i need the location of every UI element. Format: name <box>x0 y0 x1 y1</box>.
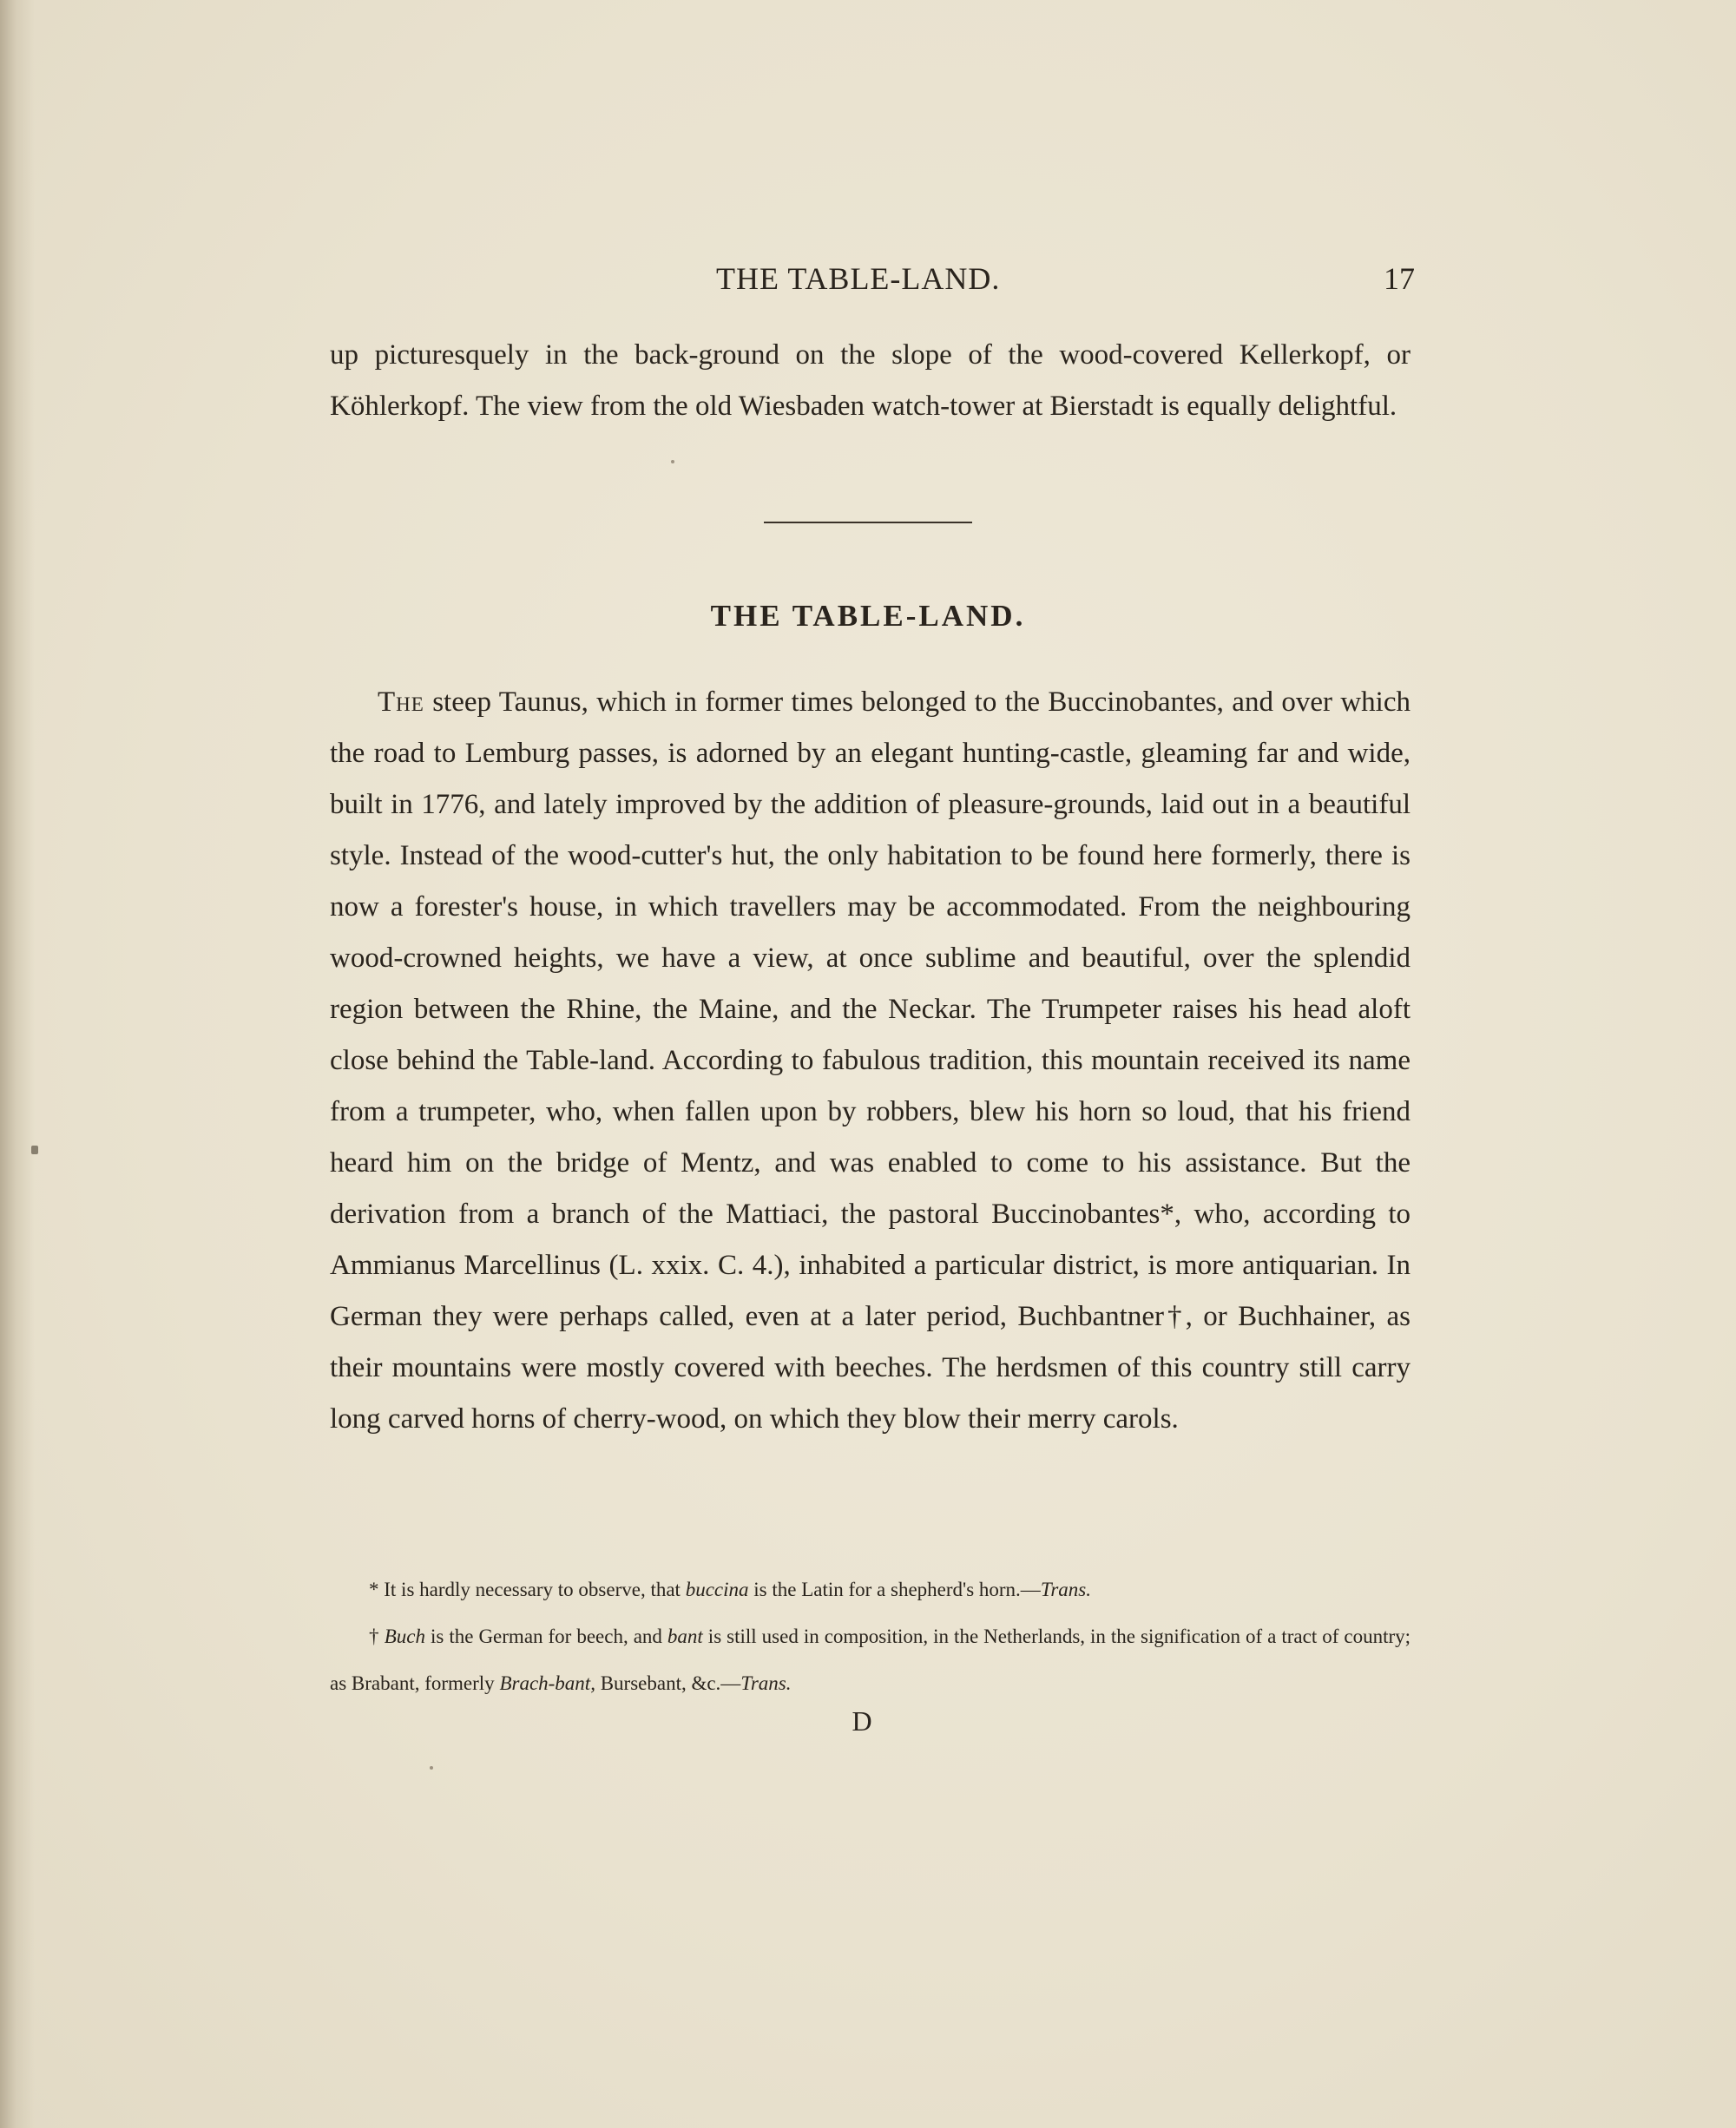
paper-speck <box>430 1766 433 1770</box>
footnote-2-italic-b: bant <box>667 1626 703 1647</box>
footnote-2-italic-d: Trans. <box>740 1672 792 1694</box>
footnote-2 <box>330 1613 1410 1707</box>
footnote-2-italic-c: Brach-bant, <box>499 1672 595 1694</box>
section-body-paragraph <box>330 677 1410 1445</box>
footnote-2-italic-a: Buch <box>384 1626 426 1647</box>
footnotes <box>330 1566 1410 1707</box>
footnote-1-italic-b: Trans. <box>1040 1579 1091 1600</box>
signature-mark: D <box>852 1705 872 1737</box>
footnote-1 <box>330 1566 1410 1613</box>
footnote-2-mark: † <box>369 1626 379 1647</box>
section-body-text: steep Taunus, which in former times belonged to the Buccinobantes, and over which the road to Lemburg passes, is adorned by an elegant hunting-castle, gleaming far and wide, built in 1776, and lately improved by the addition of pleasure-grounds, laid out in a beautiful style. Instead of the wood-cutter's hut, the only habitation to be found here formerly, there is now a forester's house, in which travellers may be accommodated. From the neighbouring wood-crowned heights, we have a view, at once sublime and beautiful, over the splendid region between the Rhine, the Maine, and the Neckar. The Trumpeter raises his head aloft close behind the Table-land. According to fabulous tradition, this mountain received its name from a trumpeter, who, when fallen upon by robbers, blew his horn so loud, that his friend heard him on the bridge of Mentz, and was enabled to come to his assistance. But the derivation from a branch of the Mattiaci, the pastoral Buccinobantes*, who, according to Ammianus Marcellinus (L. xxix. C. 4.), inhabited a particular district, is more antiquarian. In German they were perhaps called, even at a later period, Buchbantner†, or Buchhainer, as their mountains were mostly covered with beeches. The herdsmen of this country still carry long carved horns of cherry-wood, on which they blow their merry carols. <box>330 686 1410 1435</box>
lead-word: The <box>378 686 424 718</box>
page-number: 17 <box>1384 261 1415 296</box>
footnote-2-text-c: Bursebant, &c.— <box>595 1672 741 1694</box>
footnote-1-mark: * <box>369 1579 379 1600</box>
footnote-2-text-b: is still used in composition, in the Netherlands, in the signification of a tract of country; as Brabant, formerly <box>330 1626 1411 1694</box>
paper-speck <box>671 460 674 463</box>
paper-speck <box>31 1146 38 1154</box>
section-heading: THE TABLE-LAND. <box>710 599 1026 633</box>
footnote-1-text-b: is the Latin for a shepherd's horn.— <box>748 1579 1041 1600</box>
footnote-1-italic-a: buccina <box>685 1579 749 1600</box>
footnote-2-text-a: is the German for beech, and <box>425 1626 667 1647</box>
running-head <box>330 260 1415 304</box>
running-title: THE TABLE-LAND. <box>716 261 1001 296</box>
section-divider <box>764 522 972 523</box>
gutter-shadow <box>0 0 35 2128</box>
footnote-1-text-a: It is hardly necessary to observe, that <box>378 1579 686 1600</box>
opening-paragraph: up picturesquely in the back-ground on the slope of the wood-covered Kellerkopf, or Köhlerkopf. The view from the old Wiesbaden watch-tower at Bierstadt is equally delightful. <box>330 339 1410 422</box>
